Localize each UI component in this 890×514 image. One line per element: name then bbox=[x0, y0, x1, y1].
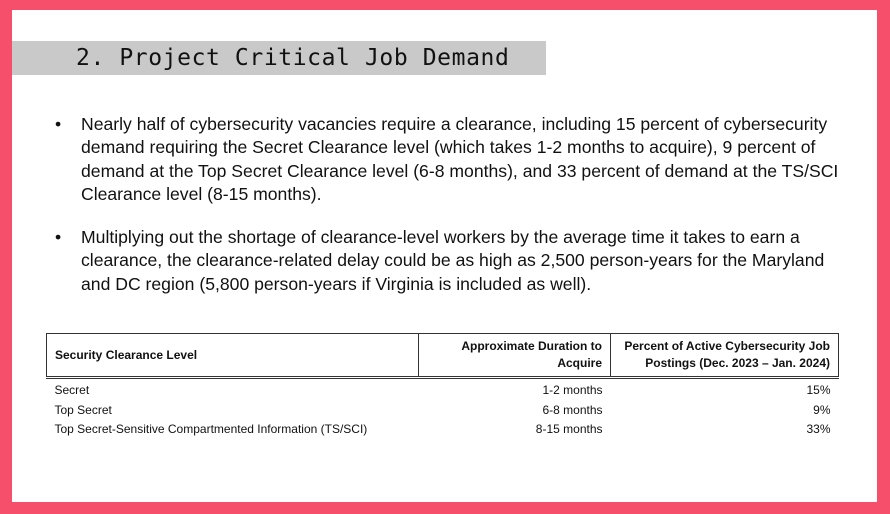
cell-percent: 33% bbox=[806, 422, 831, 436]
cell-duration: 8-15 months bbox=[535, 422, 603, 436]
bullet-list bbox=[52, 113, 852, 296]
cell-duration: 6-8 months bbox=[542, 402, 603, 417]
clearance-table bbox=[46, 333, 839, 440]
cell-clearance-level: Top Secret-Sensitive Compartmented Information (TS/SCI) bbox=[54, 422, 368, 436]
table-row bbox=[47, 401, 839, 421]
column-header-percent-postings: Percent of Active Cybersecurity Job Postings (Dec. 2023 – Jan. 2024) bbox=[611, 334, 839, 378]
column-header-duration: Approximate Duration to Acquire bbox=[419, 334, 611, 378]
bullet-item bbox=[52, 113, 852, 206]
table-row bbox=[47, 420, 839, 440]
cell-clearance-level: Secret bbox=[54, 383, 90, 397]
bullet-icon: • bbox=[55, 227, 62, 248]
cell-clearance-level: Top Secret bbox=[54, 402, 112, 417]
cell-percent: 9% bbox=[813, 402, 831, 417]
bullet-item bbox=[52, 226, 852, 296]
table-row bbox=[47, 378, 839, 401]
table-header-row bbox=[47, 334, 839, 378]
bullet-icon: • bbox=[55, 114, 62, 134]
bullet-text: Multiplying out the shortage of clearance-level workers by the average time it takes to earn a clearance, the clearance-related delay could be as high as 2,500 person-years for the Maryland and DC region (5,800 person-years if Virginia is included as well). bbox=[81, 227, 825, 294]
cell-duration: 1-2 months bbox=[542, 383, 603, 397]
cell-percent: 15% bbox=[806, 383, 831, 397]
column-header-clearance-level: Security Clearance Level bbox=[47, 334, 419, 378]
slide bbox=[12, 10, 877, 502]
bullet-text: Nearly half of cybersecurity vacancies require a clearance, including 15 percent of cybersecurity demand requiring the Secret Clearance level (which takes 1-2 months to acquire), 9 percent of demand at the Top Secret Clearance level (6-8 months), and 33 percent of demand at the TS/SCI Clearance level (8-15 months). bbox=[81, 114, 839, 204]
page-title: 2. Project Critical Job Demand bbox=[76, 45, 510, 71]
